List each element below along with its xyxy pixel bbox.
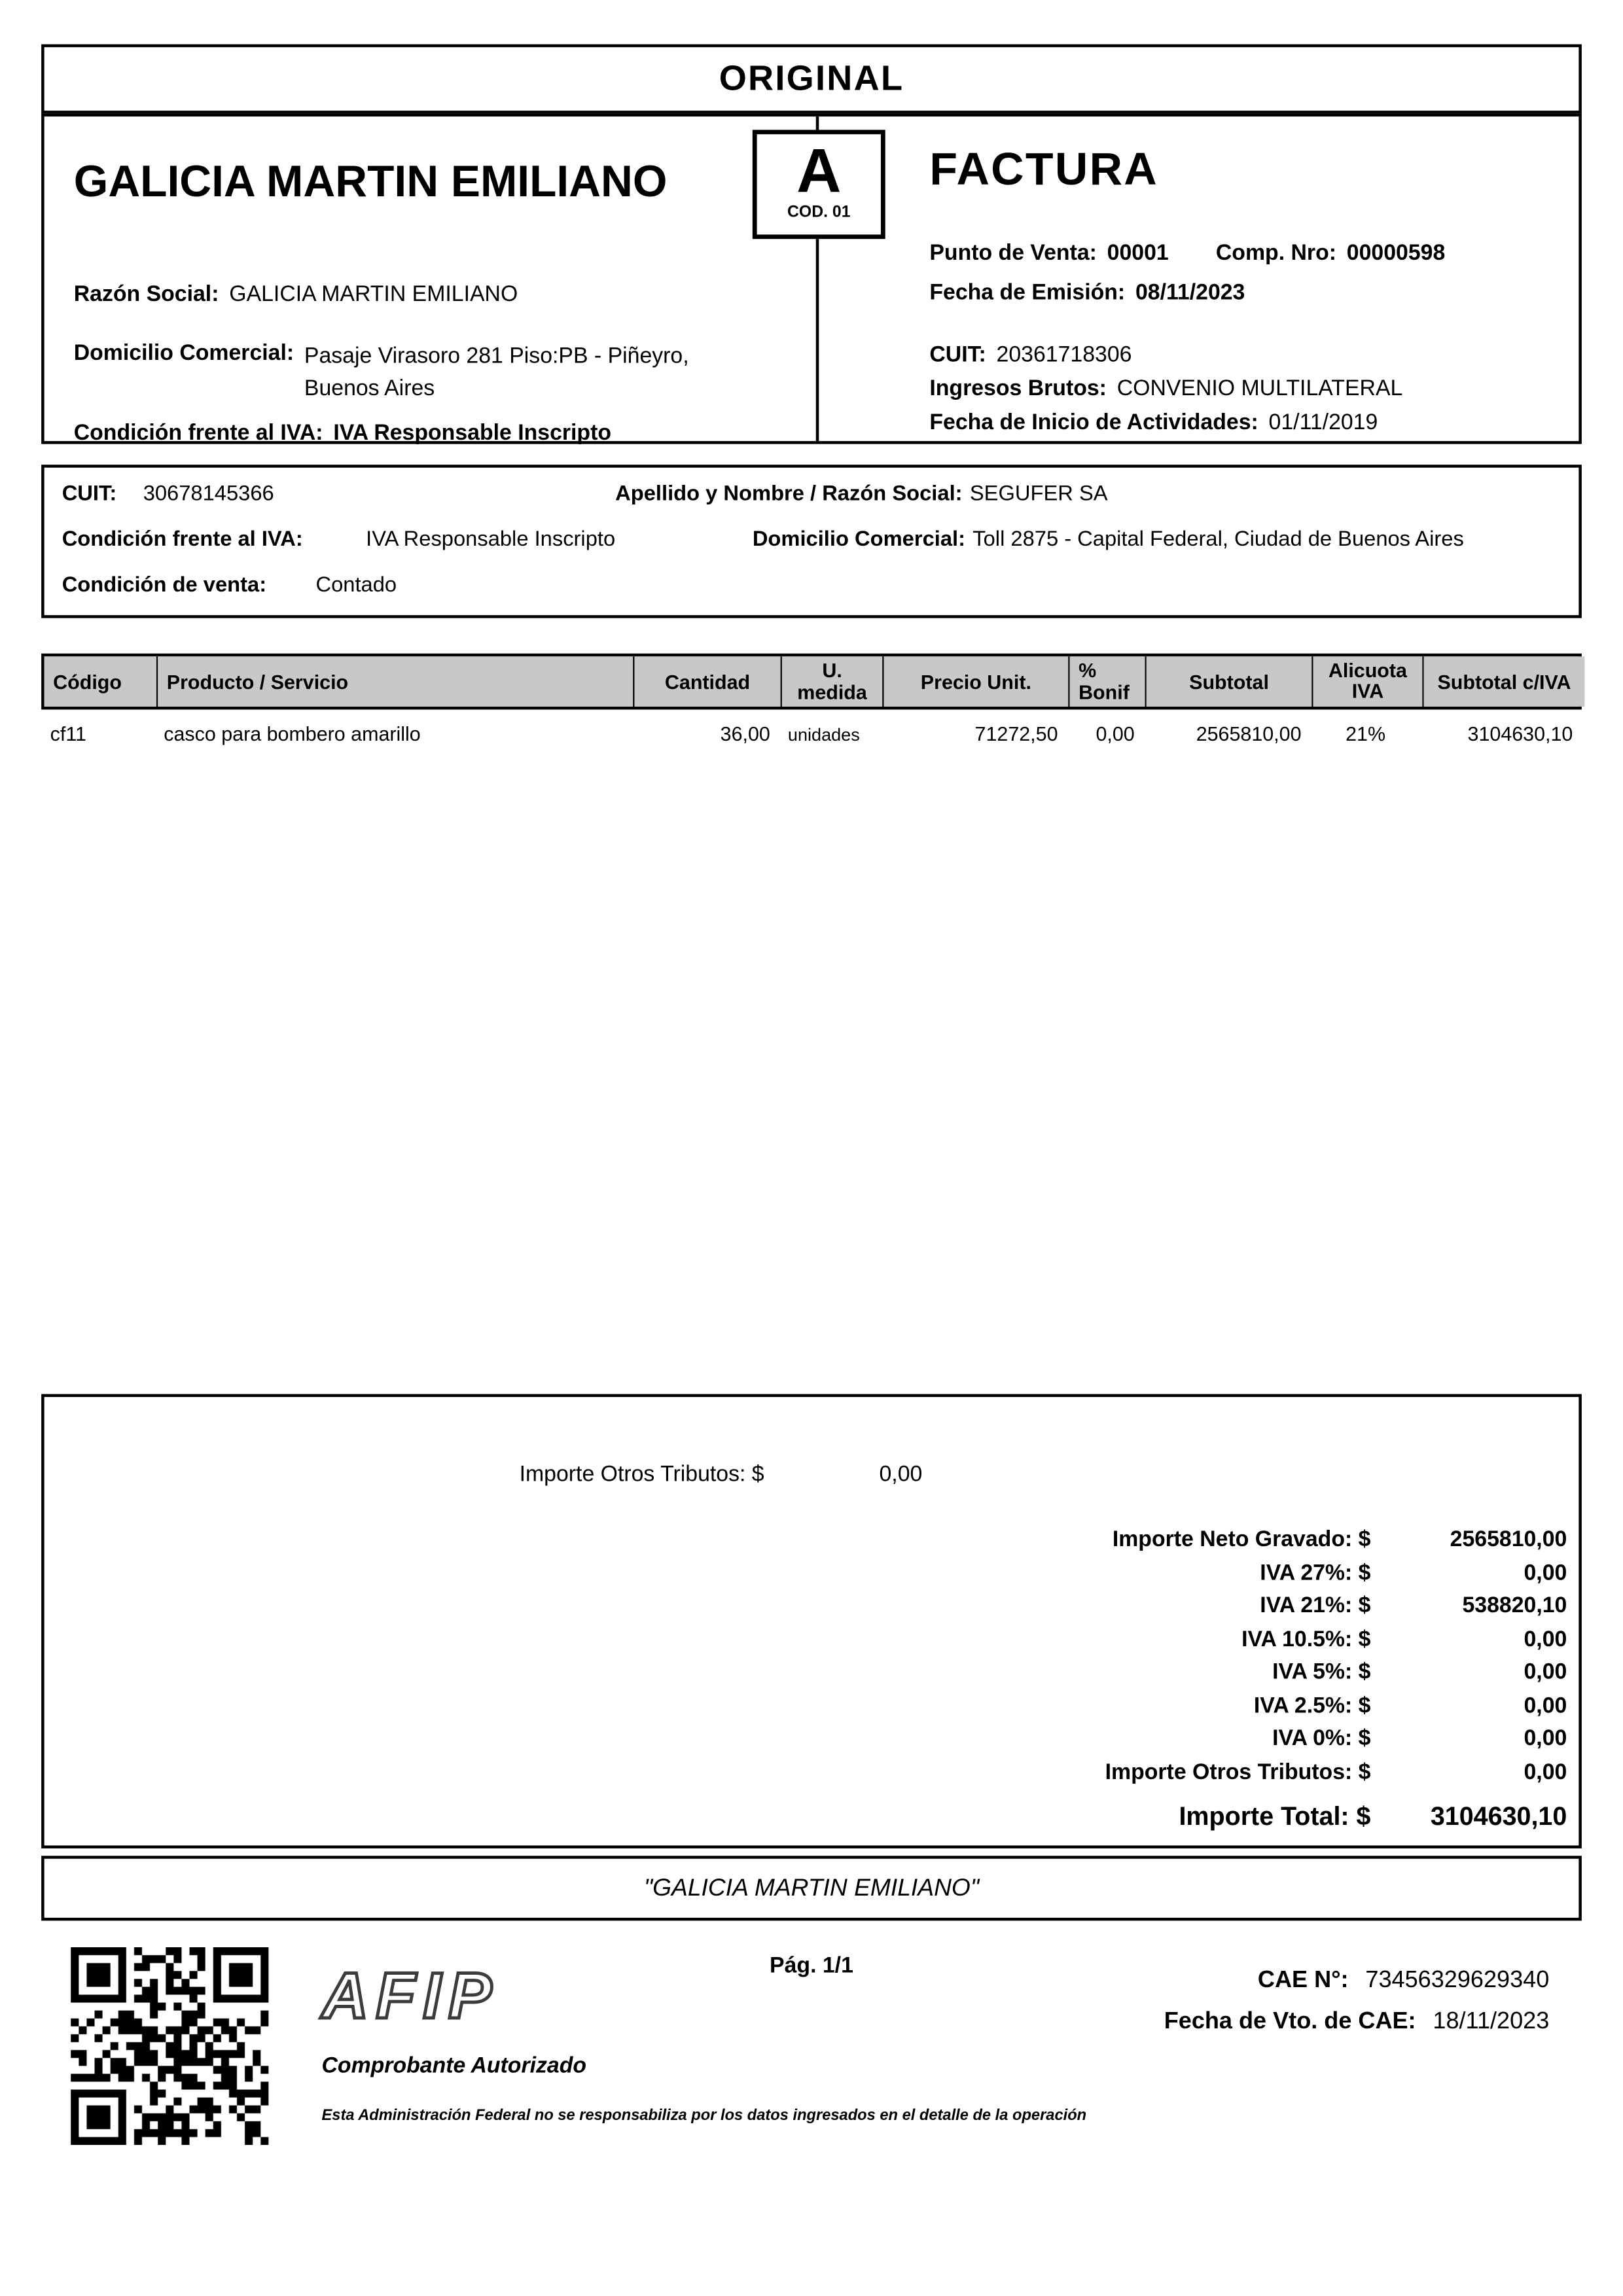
- cae-vto-value: 18/11/2023: [1433, 2009, 1550, 2035]
- cae-label: CAE N°:: [1257, 1968, 1349, 1993]
- customer-box: [41, 465, 1582, 618]
- punto-venta-value: 00001: [1107, 240, 1169, 266]
- comprobante-autorizado-label: Comprobante Autorizado: [321, 2053, 587, 2079]
- total-line-iva105: IVA 10.5%: $ 0,00: [1241, 1626, 1567, 1651]
- cell-bonif: 0,00: [1096, 722, 1135, 745]
- customer-name-label: Apellido y Nombre / Razón Social:: [615, 482, 963, 506]
- comp-nro-label: Comp. Nro:: [1215, 240, 1337, 266]
- customer-iva-value: IVA Responsable Inscripto: [366, 528, 616, 552]
- issuer-iva-label: Condición frente al IVA:: [73, 420, 323, 446]
- cell-subtotal-civa: 3104630,10: [1467, 722, 1573, 745]
- cae-vto-row: [959, 2006, 1549, 2037]
- cell-precio-unit: 71272,50: [974, 722, 1058, 745]
- col-header-umedida: U. medida: [782, 656, 884, 707]
- issuer-cuit-row: [929, 342, 1132, 367]
- issuer-razon-social-row: [74, 282, 518, 307]
- condicion-venta-label: Condición de venta:: [62, 574, 267, 598]
- cell-cantidad: 36,00: [720, 722, 770, 745]
- copy-label-box: [41, 44, 1582, 114]
- domicilio-value: Pasaje Virasoro 281 Piso:PB - Piñeyro, Buenos Aires: [304, 344, 689, 401]
- punto-venta-label: Punto de Venta:: [929, 240, 1097, 266]
- items-table-header: [41, 654, 1582, 710]
- table-row: [41, 709, 1582, 745]
- otros-tributos-inline-value: 0,00: [879, 1462, 923, 1487]
- issuer-domicilio-row: [74, 341, 747, 405]
- invoice-type-box: [753, 130, 885, 239]
- items-table-body: [41, 709, 1582, 745]
- issuer-name: GALICIA MARTIN EMILIANO: [73, 158, 668, 207]
- issuer-quote-box: [41, 1856, 1582, 1920]
- customer-cuit-label: CUIT:: [62, 482, 117, 506]
- customer-domicilio-value: Toll 2875 - Capital Federal, Ciudad de Buenos Aires: [972, 528, 1464, 552]
- total-line-iva27: IVA 27%: $ 0,00: [1260, 1560, 1567, 1585]
- total-line-iva0: IVA 0%: $ 0,00: [1272, 1725, 1567, 1752]
- inicio-actividades-label: Fecha de Inicio de Actividades:: [929, 410, 1258, 436]
- cell-alicuota-iva: 21%: [1346, 722, 1386, 745]
- cae-vto-label: Fecha de Vto. de CAE:: [1164, 2009, 1416, 2035]
- customer-name-value: SEGUFER SA: [969, 482, 1108, 506]
- issuer-cuit-label: CUIT:: [929, 342, 986, 368]
- col-header-bonif: % Bonif: [1070, 656, 1147, 707]
- totals-lines: [622, 1524, 1567, 1838]
- otros-tributos-inline: [520, 1462, 923, 1487]
- issuer-cuit-value: 20361718306: [996, 342, 1132, 368]
- total-line-neto-gravado: Importe Neto Gravado: $ 2565810,00: [1112, 1527, 1567, 1552]
- total-line-otros-tributos: Importe Otros Tributos: $ 0,00: [1105, 1759, 1567, 1784]
- fecha-emision-label: Fecha de Emisión:: [929, 280, 1126, 306]
- razon-social-label: Razón Social:: [73, 281, 219, 307]
- issuer-iva-row: [74, 421, 611, 446]
- fecha-emision-value: 08/11/2023: [1135, 280, 1245, 306]
- cae-value: 73456329629340: [1365, 1968, 1550, 1993]
- condicion-venta-value: Contado: [315, 574, 397, 598]
- copy-label: ORIGINAL: [719, 58, 904, 98]
- customer-cuit-value: 30678145366: [143, 482, 274, 506]
- issuer-iva-value: IVA Responsable Inscripto: [333, 420, 612, 446]
- ingresos-brutos-label: Ingresos Brutos:: [929, 376, 1107, 402]
- col-header-alicuota-iva: Alicuota IVA: [1313, 656, 1424, 707]
- customer-domicilio-label: Domicilio Comercial:: [752, 528, 966, 552]
- ingresos-brutos-row: [929, 376, 1402, 401]
- ingresos-brutos-value: CONVENIO MULTILATERAL: [1116, 376, 1403, 402]
- cae-row: [959, 1965, 1549, 1996]
- cell-codigo: cf11: [50, 722, 86, 745]
- cell-producto: casco para bombero amarillo: [164, 722, 421, 745]
- items-table: [41, 654, 1582, 745]
- inicio-actividades-row: [929, 410, 1378, 435]
- totals-box: [41, 1394, 1582, 1848]
- total-line-iva21: IVA 21%: $ 538820,10: [1260, 1593, 1567, 1619]
- inicio-actividades-value: 01/11/2019: [1268, 410, 1378, 436]
- fecha-emision-row: [929, 280, 1245, 305]
- invoice-header: [41, 114, 1582, 444]
- col-header-producto: Producto / Servicio: [158, 656, 634, 707]
- total-line-importe-total: Importe Total: $ 3104630,10: [1179, 1801, 1567, 1831]
- domicilio-label: Domicilio Comercial:: [73, 340, 294, 366]
- col-header-precio-unit: Precio Unit.: [883, 656, 1069, 707]
- invoice-type-code: COD. 01: [787, 203, 851, 222]
- customer-domicilio-row: [753, 528, 1464, 552]
- invoice-type-letter: A: [796, 135, 842, 205]
- col-header-cantidad: Cantidad: [634, 656, 781, 707]
- cell-umedida: unidades: [787, 723, 860, 745]
- page-number: Pág. 1/1: [770, 1953, 853, 1979]
- issuer-quote: "GALICIA MARTIN EMILIANO": [643, 1874, 980, 1901]
- col-header-subtotal-civa: Subtotal c/IVA: [1424, 656, 1585, 707]
- afip-disclaimer: Esta Administración Federal no se responsabiliza por los datos ingresados en el detalle de la operación: [321, 2106, 1087, 2125]
- punto-venta-row: [929, 240, 1445, 265]
- razon-social-value: GALICIA MARTIN EMILIANO: [229, 281, 518, 307]
- document-title: FACTURA: [929, 143, 1159, 195]
- col-header-codigo: Código: [45, 656, 158, 707]
- otros-tributos-inline-label: Importe Otros Tributos: $: [519, 1462, 764, 1487]
- afip-logo-text: AFIP: [321, 1960, 499, 2033]
- customer-name-row: [615, 482, 1107, 506]
- customer-iva-label: Condición frente al IVA:: [62, 528, 303, 552]
- comp-nro-value: 00000598: [1346, 240, 1446, 266]
- cell-subtotal: 2565810,00: [1196, 722, 1302, 745]
- total-line-iva25: IVA 2.5%: $ 0,00: [1253, 1693, 1567, 1718]
- total-line-iva5: IVA 5%: $ 0,00: [1272, 1659, 1567, 1685]
- col-header-subtotal: Subtotal: [1147, 656, 1313, 707]
- cae-block: [959, 1965, 1549, 2037]
